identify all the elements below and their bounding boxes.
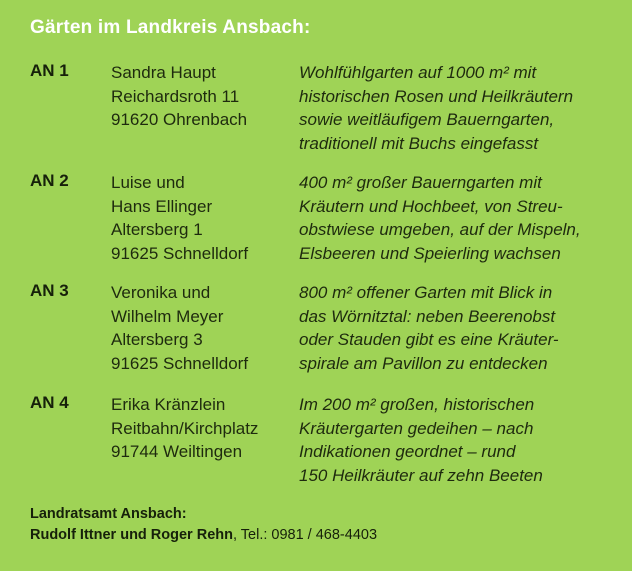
description-line: traditionell mit Buchs eingefasst — [299, 133, 539, 153]
address-line: Luise und — [111, 173, 185, 192]
address-line: Reichardsroth 11 — [111, 86, 240, 106]
entry-address — [111, 61, 247, 132]
entry-code: AN 1 — [30, 61, 69, 80]
address-line: Reitbahn/Kirchplatz — [111, 418, 259, 438]
description-line: obstwiese umgeben, auf der Mispeln, — [299, 220, 581, 239]
description-line: Wohlfühlgarten auf 1000 m² mit — [299, 63, 537, 82]
address-line: Altersberg 3 — [111, 330, 203, 349]
description-line: 400 m² großer Bauerngarten mit — [299, 173, 542, 192]
description-line: Im 200 m² großen, historischen — [299, 395, 535, 414]
address-line: 91625 Schnelldorf — [111, 243, 249, 263]
page-edge — [632, 0, 640, 571]
entry-code: AN 4 — [30, 393, 69, 412]
entry-description — [299, 281, 619, 375]
description-line: sowie weitläufigem Bauerngarten, — [299, 110, 555, 129]
address-line: Veronika und — [111, 283, 211, 302]
entry-address — [111, 171, 248, 265]
description-line: 150 Heilkräuter auf zehn Beeten — [299, 465, 543, 485]
footer-office: Landratsamt Ansbach: — [30, 506, 187, 522]
description-line: Kräutergarten gedeihen – nach — [299, 418, 534, 438]
footer-phone: , Tel.: 0981 / 468-4403 — [232, 527, 378, 543]
footer-contacts: Rudolf Ittner und Roger Rehn — [30, 527, 233, 543]
description-line: 800 m² offener Garten mit Blick in — [299, 283, 553, 302]
address-line: Hans Ellinger — [111, 196, 213, 216]
entry-code: AN 2 — [30, 171, 69, 190]
entry-description — [299, 393, 619, 487]
description-line: Indikationen geordnet – rund — [299, 442, 516, 461]
address-line: 91620 Ohrenbach — [111, 110, 248, 129]
address-line: Wilhelm Meyer — [111, 306, 224, 326]
description-line: historischen Rosen und Heilkräutern — [299, 86, 574, 106]
entry-address — [111, 393, 258, 464]
address-line: Altersberg 1 — [111, 220, 203, 239]
footer-contact-line — [30, 525, 377, 546]
description-line: Kräutern und Hochbeet, von Streu- — [299, 196, 563, 216]
contact-footer — [30, 504, 377, 546]
address-line: 91625 Schnelldorf — [111, 353, 249, 373]
entry-description — [299, 61, 619, 155]
description-line: oder Stauden gibt es eine Kräuter- — [299, 330, 559, 349]
entry-address — [111, 281, 248, 375]
address-line: 91744 Weiltingen — [111, 442, 243, 461]
address-line: Erika Kränzlein — [111, 395, 226, 414]
entry-description — [299, 171, 619, 265]
entry-code: AN 3 — [30, 281, 69, 300]
description-line: Elsbeeren und Speierling wachsen — [299, 243, 561, 263]
page-title: Gärten im Landkreis Ansbach: — [30, 17, 311, 38]
description-line: das Wörnitztal: neben Beerenobst — [299, 306, 556, 326]
description-line: spirale am Pavillon zu entdecken — [299, 353, 548, 373]
address-line: Sandra Haupt — [111, 63, 216, 82]
